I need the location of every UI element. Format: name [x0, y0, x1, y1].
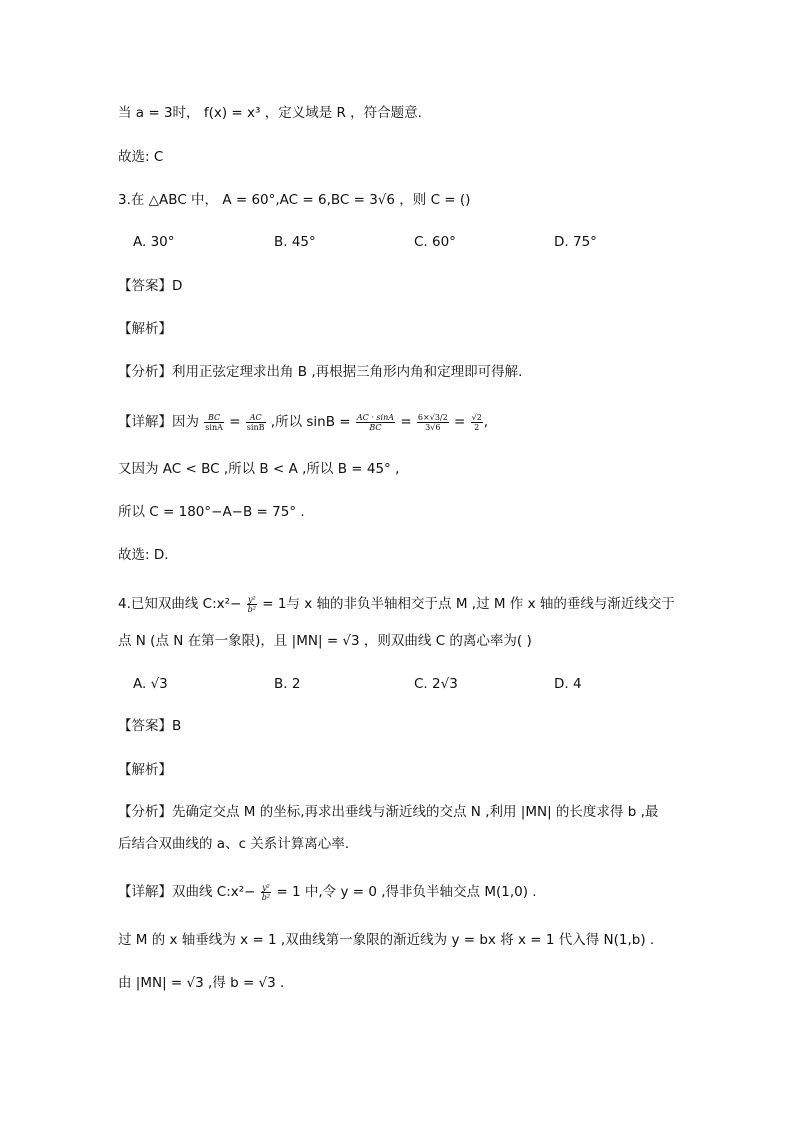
fraction-y2-b2-detail: $\frac{\text{y²}}{\text{b²}}$	[261, 882, 271, 902]
q4-jiexi: 【解析】	[118, 762, 172, 778]
q4-fenxi-line2: 后结合双曲线的 a、c 关系计算离心率.	[118, 836, 350, 852]
q3-detail-line2: 又因为 AC < BC ,所以 B < A ,所以 B = 45° ,	[118, 461, 400, 477]
q3-jiexi: 【解析】	[118, 321, 172, 337]
fraction-numeric: $\frac{6\times√3/2}{3√6}$	[417, 412, 448, 432]
q3-fenxi: 【分析】利用正弦定理求出角 B ,再根据三角形内角和定理即可得解.	[118, 364, 523, 380]
fraction-ac-sina-bc: $\frac{AC \cdot \sin A}{BC}$	[356, 412, 395, 432]
q3-detail: 【详解】因为 $\frac{BC}{\sin A}$ = $\frac{AC}{\sin B}$ ,所以 sinB = $\frac{AC \cdot \sin A}{BC}$ = $\frac{6\times√3/2}{3√6}$ = $\frac{√2}{2}$ ,	[118, 412, 489, 432]
q3-option-d: D. 75°	[554, 234, 597, 250]
fraction-y2-b2: $\frac{\text{y²}}{\text{b²}}$	[247, 594, 256, 614]
q4-detail-line3: 由 |MN| = √3 ,得 b = √3 .	[118, 975, 285, 991]
q3-detail-mid: ,所以 sinB =	[270, 414, 351, 430]
q3-option-a: A. 30°	[133, 234, 175, 250]
fraction-bc-sina: $\frac{BC}{\sin A}$	[205, 412, 223, 432]
q4-option-d: D. 4	[554, 676, 582, 692]
q4-detail-line2: 过 M 的 x 轴垂线为 x = 1 ,双曲线第一象限的渐近线为 y = bx 将 x = 1 代入得 N(1,b) .	[118, 932, 655, 948]
q3-option-b: B. 45°	[274, 234, 316, 250]
q4-answer: 【答案】B	[118, 718, 182, 734]
q4-stem-line2: 点 N (点 N 在第一象限)，且 |MN| = √3 ，则双曲线 C 的离心率为( )	[118, 633, 532, 649]
q4-stem-line1: 4.已知双曲线 C:x²− $\frac{\text{y²}}{\text{b²}}$ = 1与 x 轴的非负半轴相交于点 M ,过 M 作 x 轴的垂线与渐近线交于	[118, 594, 675, 614]
q3-stem: 3.在 △ABC 中， A = 60°,AC = 6,BC = 3√6 ，则 C = ()	[118, 192, 471, 208]
q3-detail-line3: 所以 C = 180°−A−B = 75° .	[118, 504, 305, 520]
q4-detail-line1: 【详解】双曲线 C:x²− $\frac{\text{y²}}{\text{b²}}$ = 1 中,令 y = 0 ,得非负半轴交点 M(1,0) .	[118, 882, 537, 902]
q3-option-c: C. 60°	[414, 234, 456, 250]
line-q2-choice: 故选: C	[118, 149, 164, 165]
q4-option-a: A. √3	[133, 676, 168, 692]
q4-option-c: C. 2√3	[414, 676, 458, 692]
fraction-ac-sinb: $\frac{AC}{\sin B}$	[246, 412, 265, 432]
q4-fenxi-line1: 【分析】先确定交点 M 的坐标,再求出垂线与渐近线的交点 N ,利用 |MN| 的长度求得 b ,最	[118, 804, 659, 820]
q3-detail-prefix: 【详解】因为	[118, 414, 199, 430]
q3-choice: 故选: D.	[118, 547, 169, 563]
q4-option-b: B. 2	[274, 676, 301, 692]
fraction-root2-over-2: $\frac{√2}{2}$	[471, 412, 482, 432]
line-q2-conclusion: 当 a = 3时， f(x) = x³ ，定义域是 R ，符合题意.	[118, 105, 422, 121]
q3-answer: 【答案】D	[118, 278, 183, 294]
